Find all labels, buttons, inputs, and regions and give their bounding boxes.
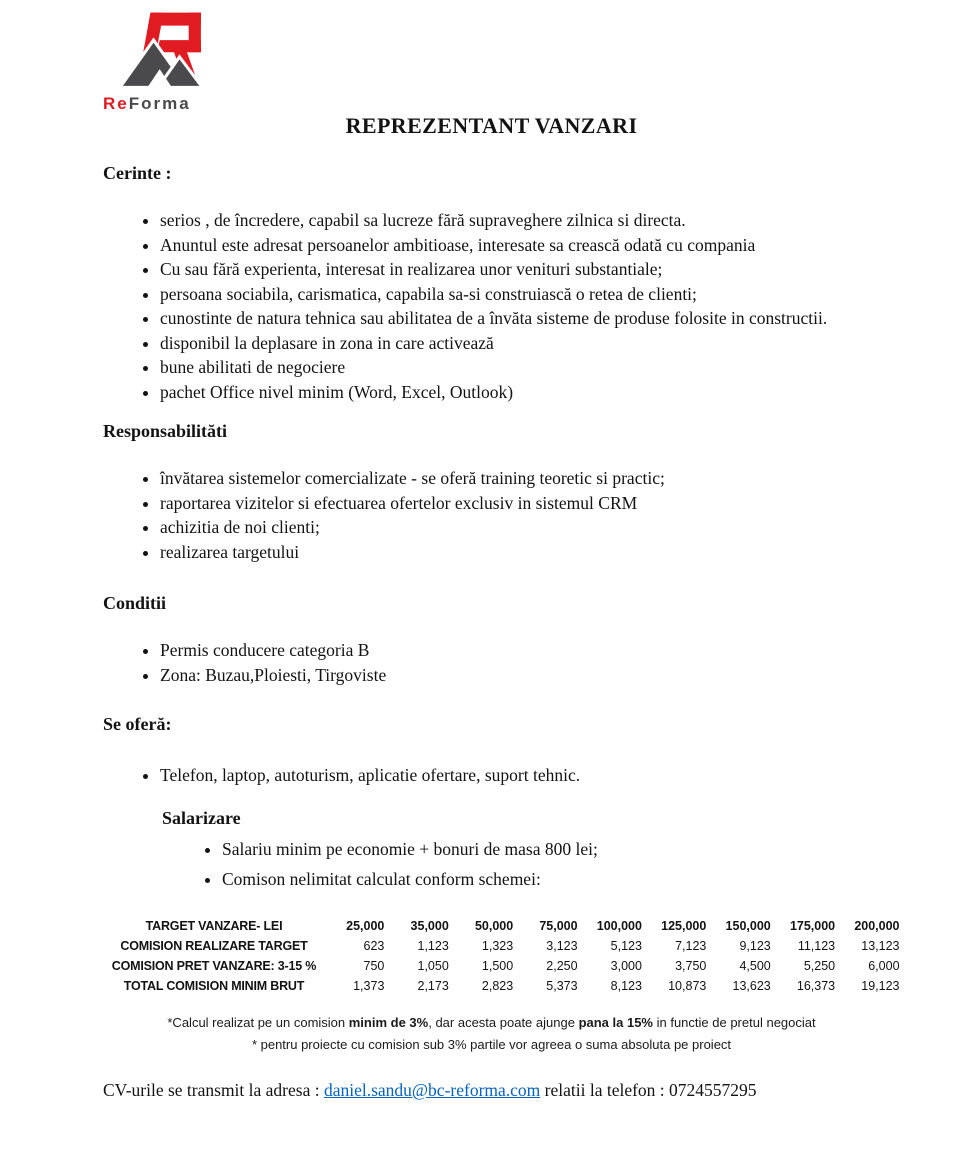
table-cell: 75,000 (539, 918, 578, 933)
table-cell: 3,123 (546, 938, 578, 953)
bullet-item: • Comison nelimitat calculat conform schemei: (222, 867, 880, 892)
footnote-text: *Calcul realizat pe un comision (167, 1014, 349, 1030)
table-cell: 4,500 (739, 958, 771, 973)
reforma-logo (103, 8, 229, 114)
section-heading-se-ofera: Se oferă: (103, 714, 172, 734)
section-heading-conditii: Conditii (103, 593, 167, 613)
salarizare-list (103, 837, 880, 892)
responsabilitati-list (103, 466, 880, 564)
footnote-line-1 (103, 1012, 880, 1034)
section-heading-cerinte: Cerinte : (103, 163, 172, 183)
footnote-text: , dar acesta poate ajunge (428, 1014, 579, 1030)
table-cell: 2,250 (546, 958, 578, 973)
logo-text-forma: Forma (128, 94, 191, 113)
bullet-item: • bune abilitati de negociere (160, 355, 880, 380)
table-cell: 3,000 (610, 958, 642, 973)
se-ofera-list (103, 763, 880, 788)
table-cell: 10,873 (668, 978, 707, 993)
table-cell: 5,373 (546, 978, 578, 993)
table-cell: 1,123 (417, 938, 449, 953)
bullet-item: • persoana sociabila, carismatica, capabila sa-si construiască o retea de clienti; (160, 282, 880, 307)
table-row-label: TOTAL COMISION MINIM BRUT (123, 978, 305, 993)
conditii-list (103, 638, 880, 687)
table-cell: 50,000 (474, 918, 514, 933)
bullet-item: • serios , de încredere, capabil sa lucreze fără supraveghere zilnica si directa. (160, 208, 880, 233)
table-cell: 750 (363, 958, 385, 973)
bullet-item: • învătarea sistemelor comercializate - se oferă training teoretic si practic; (160, 466, 880, 491)
footnote-text: in functie de pretul negociat (653, 1014, 816, 1030)
table-row-label: COMISION REALIZARE TARGET (120, 938, 308, 953)
table-cell: 9,123 (739, 938, 771, 953)
bullet-item: • Salariu minim pe economie + bonuri de masa 800 lei; (222, 837, 880, 862)
bullet-item: • pachet Office nivel minim (Word, Excel, Outlook) (160, 380, 880, 405)
table-cell: 13,123 (861, 938, 900, 953)
table-cell: 11,123 (797, 938, 836, 953)
reforma-logo-icon (109, 8, 221, 92)
table-cell: 16,373 (796, 978, 836, 993)
table-cell: 35,000 (410, 918, 449, 933)
table-cell: 25,000 (346, 918, 385, 933)
table-row-label: TARGET VANZARE- LEI (145, 918, 283, 933)
table-cell: 8,123 (610, 978, 642, 993)
table-cell: 7,123 (675, 938, 707, 953)
bullet-item: • Anuntul este adresat persoanelor ambitioase, interesate sa crească odată cu compania (160, 233, 880, 258)
table-cell: 125,000 (661, 918, 707, 933)
table-cell: 6,000 (868, 958, 900, 973)
bullet-item: • cunostinte de natura tehnica sau abilitatea de a învăta sisteme de produse folosite in constructii. (160, 306, 880, 331)
table-cell: 5,250 (803, 958, 836, 973)
commission-table (100, 916, 908, 996)
table-cell: 623 (363, 938, 385, 953)
cerinte-list (103, 208, 880, 404)
table-cell: 5,123 (610, 938, 642, 953)
bullet-item: • Zona: Buzau,Ploiesti, Tirgoviste (160, 663, 880, 688)
bullet-item: • disponibil la deplasare in zona in care activează (160, 331, 880, 356)
page-title: REPREZENTANT VANZARI (345, 113, 638, 138)
table-cell: 175,000 (789, 918, 836, 933)
email-link[interactable]: daniel.sandu@bc-reforma.com (323, 1079, 541, 1100)
subheading-salarizare: Salarizare (162, 807, 241, 828)
table-cell: 3,750 (675, 958, 707, 973)
table-row-label: COMISION PRET VANZARE: 3-15 % (111, 958, 317, 973)
contact-prefix: CV-urile se transmit la adresa : (103, 1079, 324, 1100)
table-cell: 100,000 (596, 918, 642, 933)
logo-text-re: Re (103, 94, 129, 113)
table-cell: 13,623 (732, 978, 771, 993)
contact-line (103, 1078, 880, 1102)
table-cell: 200,000 (854, 918, 900, 933)
table-footnotes (103, 1012, 880, 1056)
footnote-line-2: * pentru proiecte cu comision sub 3% partile vor agreea o suma absoluta pe proiect (251, 1036, 732, 1052)
bullet-item: • Telefon, laptop, autoturism, aplicatie ofertare, suport tehnic. (160, 763, 880, 788)
table-cell: 1,373 (353, 978, 385, 993)
table-cell: 1,050 (417, 958, 449, 973)
table-cell: 1,323 (481, 938, 514, 953)
contact-suffix: relatii la telefon : 0724557295 (540, 1079, 757, 1100)
table-cell: 2,823 (481, 978, 514, 993)
table-cell: 19,123 (861, 978, 900, 993)
bullet-item: • Cu sau fără experienta, interesat in realizarea unor venituri substantiale; (160, 257, 880, 282)
bullet-item: • achizitia de noi clienti; (160, 515, 880, 540)
bullet-item: • Permis conducere categoria B (160, 638, 880, 663)
logo-wordmark (103, 94, 229, 114)
table-cell: 1,500 (481, 958, 514, 973)
section-heading-responsabilitati: Responsabilităti (103, 421, 228, 441)
table-cell: 150,000 (725, 918, 771, 933)
footnote-bold: pana la 15% (578, 1014, 653, 1030)
bullet-item: • realizarea targetului (160, 540, 880, 565)
footnote-bold: minim de 3% (348, 1014, 429, 1030)
table-cell: 2,173 (417, 978, 449, 993)
bullet-item: • raportarea vizitelor si efectuarea ofertelor exclusiv in sistemul CRM (160, 491, 880, 516)
